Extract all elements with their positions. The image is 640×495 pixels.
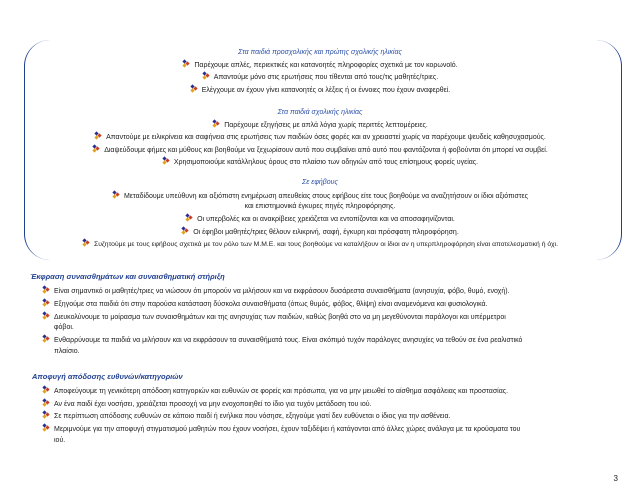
list-item-continuation: ιού. [54,437,66,444]
bullet-icon [185,214,193,222]
bullet-icon [92,145,100,153]
section3-title: Σε εφήβους [302,179,338,186]
list-item: Παρέχουμε απλές, περιεκτικές και κατανοητές πληροφορίες σχετικά με τον κορωνοϊό. [0,60,640,70]
list-item-continuation: και επιστημονικά έγκυρες πηγές πληροφόρησης. [244,203,396,210]
list-item: Μεταδίδουμε υπεύθυνη και αξιόπιστη ενημέρωση απευθείας στους εφήβους είτε τους βοηθούμε να αναζητήσουν οι ίδιοι αξιόπιστες [0,191,640,201]
bullet-icon [42,399,50,407]
section2-title: Στα παιδιά σχολικής ηλικίας [277,109,363,116]
list-item: Οι υπερβολές και οι ανακρίβειες χρειάζεται να εντοπίζονται και να αποσαφηνίζονται. [0,214,640,224]
list-item: Αποφεύγουμε τη γενικότερη απόδοση κατηγοριών και ευθυνών σε φορείς και πρόσωπα, για να μην μειωθεί το αίσθημα ασφάλειας και προστασίας. [42,386,508,396]
bullet-icon [42,312,50,320]
section1-title: Στα παιδιά προσχολικής και πρώτης σχολικής ηλικίας [238,49,402,56]
list-item: Σε περίπτωση απόδοσης ευθυνών σε κάποιο παιδί ή ενήλικα που νόσησε, εξηγούμε γιατί δεν ευθύνεται ο ίδιος για την ασθένεια. [42,411,450,421]
bullet-icon [42,335,50,343]
list-item: Ελέγχουμε αν έχουν γίνει κατανοητές οι λέξεις ή οι έννοιες που έχουν αναφερθεί. [0,85,640,95]
list-item: Διευκολύνουμε το μοίρασμα των συναισθημάτων και της ανησυχίας των παιδιών, καθώς βοηθά στο να μη μεγεθύνονται παράλογοι και υπέρμετροι [42,312,506,322]
bullet-icon [162,157,170,165]
bullet-icon [82,239,90,247]
list-item: Παρέχουμε εξηγήσεις με απλά λόγια χωρίς περιττές λεπτομέρειες. [0,120,640,130]
list-item: Χρησιμοποιούμε κατάλληλους όρους στο πλαίσιο των οδηγιών από τους επίσημους φορείς υγείας. [0,157,640,167]
list-item-continuation: πλαίσιο. [54,348,80,355]
bullet-icon [42,286,50,294]
section5-heading: Αποφυγή απόδοσης ευθυνών/κατηγοριών [32,372,183,381]
bullet-icon [182,60,190,68]
list-item: Εξηγούμε στα παιδιά ότι στην παρούσα κατάσταση δύσκολα συναισθήματα (όπως θυμός, φόβος, θλίψη) είναι αναμενόμενα και φυσιολογικά. [42,299,487,309]
bullet-icon [42,411,50,419]
bullet-icon [112,191,120,199]
list-item: Οι έφηβοι μαθητές/τριες θέλουν ειλικρινή, σαφή, έγκυρη και πρόσφατη πληροφόρηση. [0,227,640,237]
bullet-icon [181,227,189,235]
list-item: Ενθαρρύνουμε τα παιδιά να μιλήσουν και να εκφράσουν τα συναισθήματά τους. Είναι σκόπιμό τυχόν παράλογες ανησυχίες να τεθούν σε ένα ρεαλιστικό [42,335,522,345]
bullet-icon [190,85,198,93]
bullet-icon [42,386,50,394]
bullet-icon [94,132,102,140]
list-item: Διαψεύδουμε φήμες και μύθους και βοηθούμε να ξεχωρίσουν αυτό που συμβαίνει από αυτό που φαντάζονται ή φοβούνται ότι μπορεί να συμβεί. [0,145,640,155]
bullet-icon [202,72,210,80]
section4-heading: Έκφραση συναισθημάτων και συναισθηματική στήριξη [30,272,225,281]
list-item: Αν ένα παιδί έχει νοσήσει, χρειάζεται προσοχή να μην ενοχοποιηθεί το ίδιο για τυχόν μετάδοση του ιού. [42,399,372,409]
list-item: Απαντούμε με ειλικρίνεια και σαφήνεια στις ερωτήσεις των παιδιών όσες φορές και αν χρειαστεί χωρίς να παρέχουμε ψευδείς καθησυχασμούς. [0,132,640,142]
bullet-icon [42,424,50,432]
list-item: Απαντούμε μόνο στις ερωτήσεις που τίθενται από τους/τις μαθητές/τριες. [0,72,640,82]
list-item: Μεριμνούμε για την αποφυγή στιγματισμού μαθητών που έχουν νοσήσει, έχουν ταξιδέψει ή κατάγονται από άλλες χώρες ανάλογα με τα κρούσματα του [42,424,520,434]
page-number: 3 [613,474,618,483]
list-item: Είναι σημαντικό οι μαθητές/τριες να νιώσουν ότι μπορούν να μιλήσουν και να εκφράσουν δυσάρεστα συναισθήματα (ανησυχία, φόβο, θυμό, ενοχή). [42,286,510,296]
list-item-continuation: φόβοι. [54,324,74,331]
bullet-icon [42,299,50,307]
list-item: Συζητούμε με τους εφήβους σχετικά με τον ρόλο των Μ.Μ.Ε. και τους βοηθούμε να καταλήξουν οι ίδιοι αν η υπερπληροφόρηση είναι αποτελεσματική ή όχι. [0,239,640,249]
bullet-icon [212,120,220,128]
